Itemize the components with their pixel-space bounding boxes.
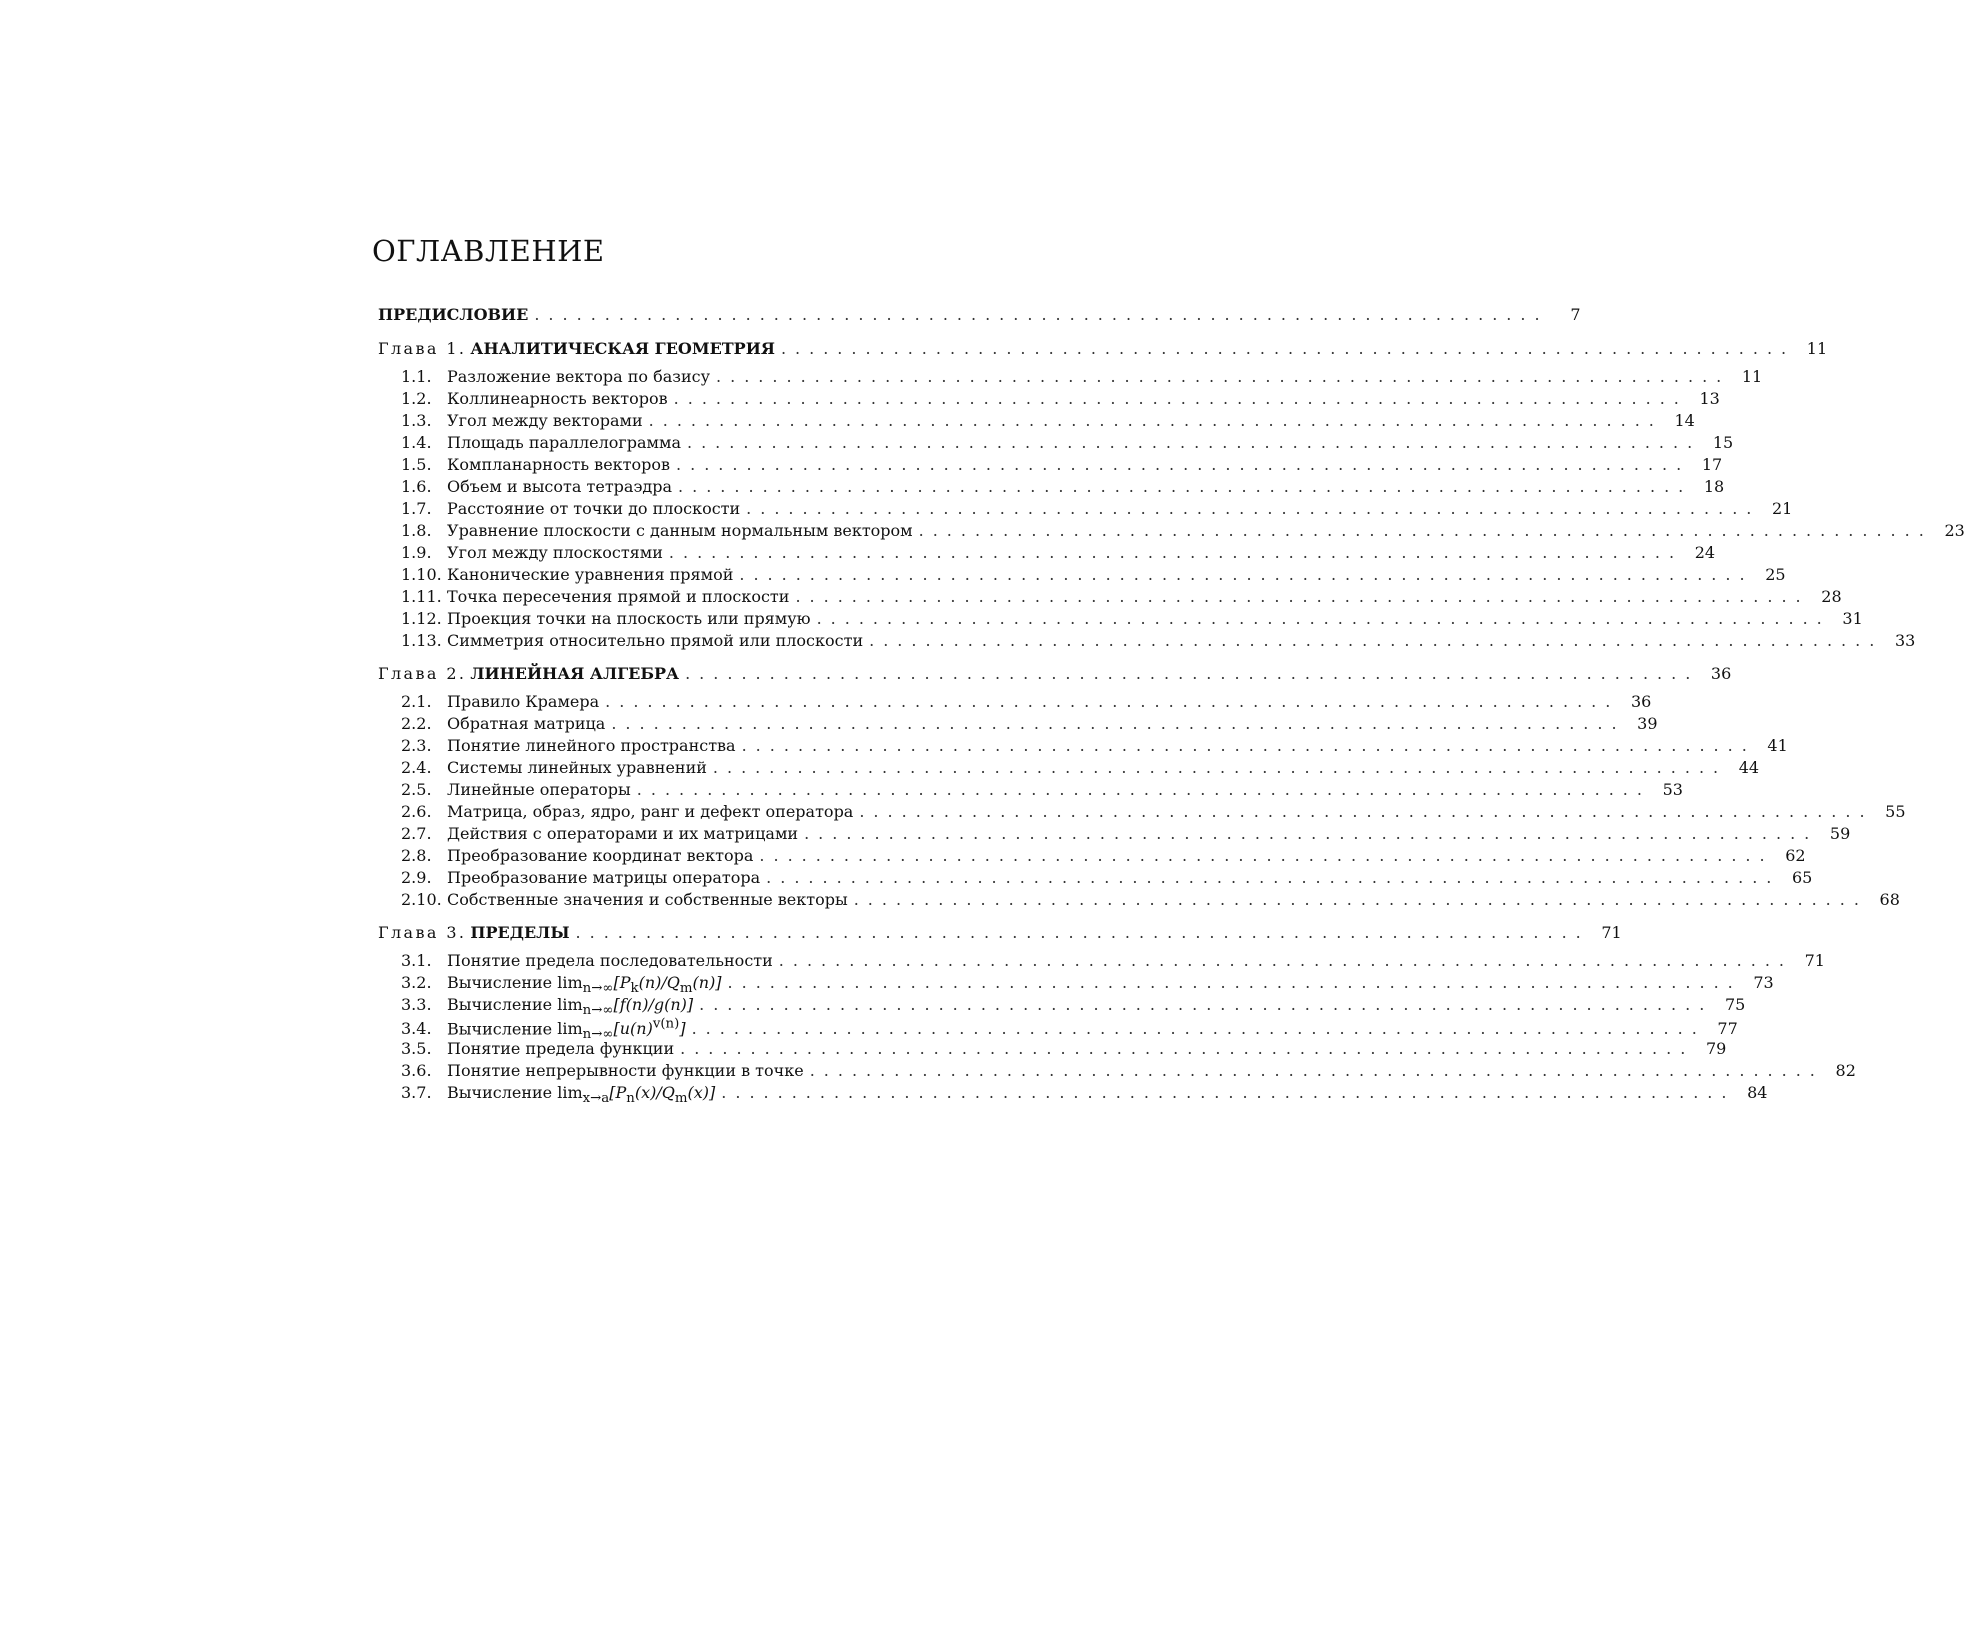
section-number: 2.6.: [401, 802, 432, 821]
section-title: Объем и высота тетраэдра: [447, 477, 673, 496]
section-number: 1.5.: [401, 455, 432, 474]
section-title-word: Вычисление: [447, 995, 553, 1014]
section-title: Точка пересечения прямой и плоскости: [447, 587, 790, 606]
section-title: Проекция точки на плоскость или прямую: [447, 609, 811, 628]
page-number: 68: [1879, 890, 1900, 909]
toc-section-3-1[interactable]: [378, 951, 1825, 973]
toc-section-2-7[interactable]: [378, 824, 1851, 846]
section-title: Понятие предела функции: [447, 1039, 675, 1058]
section-number: 3.2.: [401, 973, 432, 992]
section-number: 3.6.: [401, 1061, 432, 1080]
dot-leader: ........................................................................: [648, 411, 1663, 430]
section-number: 3.5.: [401, 1039, 432, 1058]
page-number: 79: [1705, 1039, 1727, 1058]
dot-leader: ........................................................................: [716, 367, 1731, 386]
toc-section-3-4[interactable]: [378, 1017, 1738, 1043]
page-number: 28: [1821, 587, 1842, 606]
section-number: 3.7.: [401, 1083, 432, 1102]
section-title-word: Вычисление: [447, 973, 553, 992]
dot-leader: ........................................................................: [809, 1061, 1824, 1080]
section-number: 1.2.: [401, 389, 432, 408]
toc-section-2-6[interactable]: [378, 802, 1906, 824]
section-title: Разложение вектора по базису: [447, 367, 711, 386]
page-number: 13: [1699, 389, 1720, 408]
page-number: 24: [1694, 543, 1716, 562]
section-number: 1.7.: [401, 499, 432, 518]
page-number: 15: [1712, 433, 1734, 452]
section-title: Обратная матрица: [447, 714, 606, 733]
toc-section-1-8[interactable]: [378, 521, 1965, 543]
page-number: 14: [1674, 411, 1695, 430]
toc-chapter-1[interactable]: [378, 339, 1828, 361]
page-number: 55: [1885, 802, 1906, 821]
dot-leader: ........................................................................: [636, 780, 1651, 799]
dot-leader: ........................................................................: [816, 609, 1831, 628]
section-number: 2.1.: [401, 692, 432, 711]
dot-leader: ........................................................................: [721, 1083, 1736, 1102]
section-title: Преобразование координат вектора: [447, 846, 754, 865]
page-number: 82: [1835, 1061, 1856, 1080]
chapter-prefix: Глава 3.: [378, 923, 467, 942]
toc-section-2-5[interactable]: [378, 780, 1683, 802]
page-number: 7: [1570, 305, 1581, 324]
chapter-title: ПРЕДЕЛЫ: [470, 923, 570, 942]
toc-section-1-12[interactable]: [378, 609, 1863, 631]
dot-leader: ........................................................................: [686, 433, 1702, 452]
toc-section-1-9[interactable]: [378, 543, 1716, 565]
section-number: 1.13.: [401, 631, 442, 650]
page-title: ОГЛАВЛЕНИЕ: [372, 234, 605, 268]
page-number: 84: [1747, 1083, 1768, 1102]
dot-leader: ........................................................................: [778, 951, 1793, 970]
chapter-title: ЛИНЕЙНАЯ АЛГЕБРА: [470, 664, 680, 683]
section-title: Понятие непрерывности функции в точке: [447, 1061, 804, 1080]
dot-leader: ........................................................................: [678, 477, 1693, 496]
section-title: Площадь параллелограмма: [447, 433, 681, 452]
dot-leader: ........................................................................: [766, 868, 1781, 887]
dot-leader: ........................................................................: [759, 846, 1774, 865]
dot-leader: ........................................................................: [746, 499, 1761, 518]
section-number: 3.3.: [401, 995, 432, 1014]
chapter-prefix: Глава 1.: [378, 339, 467, 358]
section-number: 1.8.: [401, 521, 432, 540]
section-title: Собственные значения и собственные векторы: [447, 890, 848, 909]
page-number: 62: [1785, 846, 1806, 865]
section-title-word: Вычисление: [447, 1019, 553, 1039]
section-number: 3.4.: [401, 1019, 432, 1039]
dot-leader: ........................................................................: [668, 543, 1684, 562]
section-title: Матрица, образ, ядро, ранг и дефект оператора: [447, 802, 854, 821]
dot-leader: ........................................................................: [605, 692, 1620, 711]
dot-leader: ........................................................................: [869, 631, 1884, 650]
dot-leader: ........................................................................: [691, 1019, 1706, 1039]
toc-section-2-10[interactable]: [378, 890, 1900, 912]
page-number: 71: [1804, 951, 1825, 970]
limit-formula: $\lim_{n\to\infty}[f(n)/g(n)]$: [557, 995, 694, 1019]
dot-leader: ........................................................................: [676, 455, 1691, 474]
limit-formula: $\lim_{n\to\infty}[P_k(n)/Q_m(n)]$: [557, 973, 722, 997]
page-number: 18: [1703, 477, 1725, 496]
dot-leader: ........................................................................: [534, 305, 1549, 324]
section-title: Линейные операторы: [447, 780, 631, 799]
toc-section-3-2[interactable]: [378, 973, 1774, 997]
section-title: Понятие линейного пространства: [447, 736, 736, 755]
dot-leader: ........................................................................: [611, 714, 1626, 733]
dot-leader: ........................................................................: [804, 824, 1819, 843]
toc-section-1-5[interactable]: [378, 455, 1723, 477]
page-number: 77: [1717, 1019, 1738, 1039]
dot-leader: ........................................................................: [853, 890, 1868, 909]
preface-title: ПРЕДИСЛОВИЕ: [378, 305, 529, 324]
page-number: 17: [1701, 455, 1723, 474]
section-title: [447, 1083, 715, 1106]
page-number: 59: [1829, 824, 1851, 843]
section-number: 1.12.: [401, 609, 442, 628]
toc-section-1-11[interactable]: [378, 587, 1842, 609]
page-number: 33: [1894, 631, 1916, 650]
toc-chapter-2[interactable]: [378, 664, 1732, 686]
section-number: 2.2.: [401, 714, 432, 733]
section-title: Угол между плоскостями: [447, 543, 663, 562]
toc-section-1-13[interactable]: [378, 631, 1916, 653]
page-number: 21: [1772, 499, 1793, 518]
section-title: Правило Крамера: [447, 692, 600, 711]
dot-leader: ........................................................................: [575, 923, 1590, 942]
section-title: Уравнение плоскости с данным нормальным вектором: [447, 521, 913, 540]
section-number: 2.3.: [401, 736, 432, 755]
dot-leader: ........................................................................: [673, 389, 1688, 408]
section-title: Коллинеарность векторов: [447, 389, 668, 408]
section-number: 2.5.: [401, 780, 432, 799]
section-title: Действия с операторами и их матрицами: [447, 824, 799, 843]
section-title: Компланарность векторов: [447, 455, 671, 474]
page-number: 11: [1806, 339, 1828, 358]
section-number: 2.4.: [401, 758, 432, 777]
page-number: 11: [1741, 367, 1763, 386]
section-title: [447, 973, 722, 996]
section-title: Канонические уравнения прямой: [447, 565, 734, 584]
toc-section-1-7[interactable]: [378, 499, 1793, 521]
dot-leader: ........................................................................: [741, 736, 1756, 755]
dot-leader: ........................................................................: [699, 995, 1714, 1014]
section-number: 1.6.: [401, 477, 432, 496]
toc-section-3-5[interactable]: [378, 1039, 1727, 1061]
toc-chapter-3[interactable]: [378, 923, 1622, 945]
toc-section-1-1[interactable]: [378, 367, 1763, 389]
page-number: 39: [1637, 714, 1658, 733]
dot-leader: ........................................................................: [795, 587, 1810, 606]
toc-section-1-10[interactable]: [378, 565, 1786, 587]
dot-leader: ........................................................................: [780, 339, 1796, 358]
toc-section-3-3[interactable]: [378, 995, 1746, 1019]
section-number: 1.1.: [401, 367, 432, 386]
toc-section-1-6[interactable]: [378, 477, 1725, 499]
toc-section-1-4[interactable]: [378, 433, 1734, 455]
dot-leader: ........................................................................: [727, 973, 1742, 992]
toc-section-3-6[interactable]: [378, 1061, 1856, 1083]
section-number: 1.11.: [401, 587, 442, 606]
page-number: 36: [1710, 664, 1732, 683]
section-number: 1.3.: [401, 411, 432, 430]
dot-leader: ........................................................................: [918, 521, 1933, 540]
dot-leader: ........................................................................: [859, 802, 1874, 821]
page-number: 73: [1753, 973, 1774, 992]
section-number: 2.8.: [401, 846, 432, 865]
toc-section-3-7[interactable]: [378, 1083, 1768, 1107]
toc-section-2-8[interactable]: [378, 846, 1806, 868]
toc-section-2-9[interactable]: [378, 868, 1813, 890]
page-number: 71: [1601, 923, 1622, 942]
page-number: 36: [1630, 692, 1652, 711]
page-number: 75: [1724, 995, 1746, 1014]
page-number: 25: [1765, 565, 1786, 584]
chapter-title: АНАЛИТИЧЕСКАЯ ГЕОМЕТРИЯ: [470, 339, 775, 358]
section-title: Симметрия относительно прямой или плоскости: [447, 631, 864, 650]
dot-leader: ........................................................................: [739, 565, 1754, 584]
limit-formula: $\lim_{x\to a}[P_n(x)/Q_m(x)]$: [557, 1083, 716, 1107]
section-number: 3.1.: [401, 951, 432, 970]
section-number: 2.10.: [401, 890, 442, 909]
section-number: 1.4.: [401, 433, 432, 452]
toc-section-1-3[interactable]: [378, 411, 1695, 433]
dot-leader: ........................................................................: [712, 758, 1728, 777]
section-number: 1.10.: [401, 565, 442, 584]
section-title: Преобразование матрицы оператора: [447, 868, 761, 887]
section-title: Системы линейных уравнений: [447, 758, 707, 777]
section-title: Понятие предела последовательности: [447, 951, 773, 970]
section-title: Расстояние от точки до плоскости: [447, 499, 741, 518]
dot-leader: ........................................................................: [685, 664, 1700, 683]
section-number: 2.9.: [401, 868, 432, 887]
toc-section-2-2[interactable]: [378, 714, 1658, 736]
page-number: 65: [1792, 868, 1813, 887]
toc-preface[interactable]: [378, 305, 1581, 327]
section-title-word: Вычисление: [447, 1083, 553, 1102]
chapter-prefix: Глава 2.: [378, 664, 467, 683]
page-number: 53: [1662, 780, 1683, 799]
dot-leader: ........................................................................: [680, 1039, 1695, 1058]
limit-formula: $\lim_{n\to\infty}[u(n)^{v(n)}]$: [557, 1017, 686, 1043]
section-number: 1.9.: [401, 543, 432, 562]
toc-section-2-1[interactable]: [378, 692, 1652, 714]
section-title: [447, 995, 693, 1018]
section-number: 2.7.: [401, 824, 432, 843]
toc-section-2-3[interactable]: [378, 736, 1788, 758]
page-number: 41: [1767, 736, 1788, 755]
toc-section-1-2[interactable]: [378, 389, 1720, 411]
toc-section-2-4[interactable]: [378, 758, 1760, 780]
page-number: 44: [1738, 758, 1760, 777]
page-number: 31: [1842, 609, 1863, 628]
section-title: Угол между векторами: [447, 411, 643, 430]
page-number: 23: [1944, 521, 1965, 540]
